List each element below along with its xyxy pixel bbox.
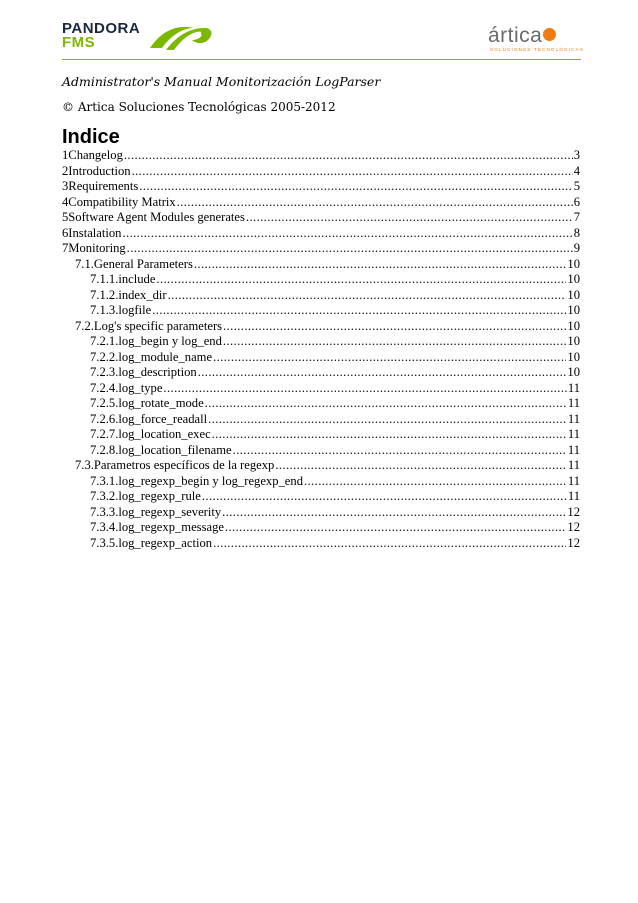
toc-dot-leader xyxy=(205,396,567,412)
toc-page-number[interactable]: 11 xyxy=(567,458,580,472)
toc-dot-leader xyxy=(222,505,566,521)
toc-entry-title[interactable]: 6Instalation xyxy=(62,225,122,240)
toc-entry[interactable] xyxy=(62,334,580,350)
toc-dot-leader xyxy=(212,427,567,443)
toc-page-number[interactable]: 6 xyxy=(573,194,580,209)
toc-entry[interactable] xyxy=(62,520,580,536)
toc-dot-leader xyxy=(156,272,566,288)
toc-page-number[interactable]: 9 xyxy=(573,241,580,255)
toc-entry[interactable] xyxy=(62,148,580,164)
toc-dot-leader xyxy=(213,536,566,552)
toc-dot-leader xyxy=(202,489,567,505)
pandora-logo-text: PANDORA xyxy=(62,20,141,37)
toc-entry-title[interactable]: 7.2.Log's specific parameters xyxy=(75,318,223,333)
toc-dot-leader xyxy=(194,257,567,273)
toc-entry-title[interactable]: 7.1.2.index_dir xyxy=(90,287,167,302)
toc-entry[interactable] xyxy=(62,381,580,397)
toc-entry[interactable] xyxy=(62,350,580,366)
header-divider xyxy=(62,59,581,60)
toc-entry-title[interactable]: 7.2.4.log_type xyxy=(90,380,163,395)
toc-page-number[interactable]: 10 xyxy=(567,365,580,379)
toc-entry-title[interactable]: 7.2.5.log_rotate_mode xyxy=(90,396,204,410)
toc-dot-leader xyxy=(225,520,566,536)
toc-dot-leader xyxy=(163,381,566,397)
toc-dot-leader xyxy=(223,319,566,335)
artica-dot-icon xyxy=(543,28,556,41)
toc-page-number[interactable]: 10 xyxy=(567,287,580,302)
toc-entry-title[interactable]: 7.1.General Parameters xyxy=(75,256,193,271)
toc-entry[interactable] xyxy=(62,241,580,257)
toc-entry-title[interactable]: 7.3.Parametros específicos de la regexp xyxy=(75,458,275,472)
toc-dot-leader xyxy=(152,303,566,319)
toc-entry-title[interactable]: 3Requirements xyxy=(62,179,139,193)
toc-entry[interactable] xyxy=(62,226,580,242)
fms-logo-text: FMS xyxy=(62,34,96,51)
toc-page-number[interactable]: 11 xyxy=(567,427,580,441)
toc-entry[interactable] xyxy=(62,210,580,226)
toc-page-number[interactable]: 7 xyxy=(573,210,580,224)
toc-entry[interactable] xyxy=(62,319,580,335)
toc-entry[interactable] xyxy=(62,179,580,195)
toc-page-number[interactable]: 11 xyxy=(567,473,580,488)
toc-entry-title[interactable]: 7.2.8.log_location_filename xyxy=(90,442,232,457)
toc-entry[interactable] xyxy=(62,195,580,211)
toc-page-number[interactable]: 11 xyxy=(567,489,580,503)
toc-entry[interactable] xyxy=(62,458,580,474)
toc-dot-leader xyxy=(208,412,567,428)
page-header xyxy=(0,0,638,60)
copyright-notice: © Artica Soluciones Tecnológicas 2005-2012 xyxy=(62,100,336,114)
toc-entry-title[interactable]: 7.3.3.log_regexp_severity xyxy=(90,504,222,519)
pandora-fms-logo xyxy=(62,22,212,56)
table-of-contents xyxy=(62,148,580,551)
toc-dot-leader xyxy=(246,210,573,226)
toc-entry[interactable] xyxy=(62,396,580,412)
toc-entry[interactable] xyxy=(62,257,580,273)
toc-page-number[interactable]: 10 xyxy=(567,349,580,364)
toc-entry-title[interactable]: 7.3.1.log_regexp_begin y log_regexp_end xyxy=(90,473,303,488)
toc-dot-leader xyxy=(198,365,567,381)
toc-entry[interactable] xyxy=(62,489,580,505)
toc-entry[interactable] xyxy=(62,303,580,319)
toc-entry-title[interactable]: 7.2.3.log_description xyxy=(90,365,197,379)
toc-page-number[interactable]: 10 xyxy=(567,256,580,271)
toc-entry-title[interactable]: 4Compatibility Matrix xyxy=(62,194,176,209)
index-heading: Indice xyxy=(62,126,120,148)
toc-page-number[interactable]: 12 xyxy=(567,535,580,550)
toc-entry[interactable] xyxy=(62,288,580,304)
artica-logo xyxy=(488,24,588,54)
toc-entry-title[interactable]: 7Monitoring xyxy=(62,241,126,255)
toc-entry[interactable] xyxy=(62,474,580,490)
toc-page-number[interactable]: 12 xyxy=(567,520,580,534)
toc-entry[interactable] xyxy=(62,427,580,443)
toc-page-number[interactable]: 10 xyxy=(567,303,580,317)
toc-entry-title[interactable]: 7.1.1.include xyxy=(90,272,156,286)
toc-dot-leader xyxy=(275,458,567,474)
artica-logo-text: ártica xyxy=(488,24,543,47)
toc-entry-title[interactable]: 7.2.7.log_location_exec xyxy=(90,427,211,441)
toc-entry[interactable] xyxy=(62,536,580,552)
toc-entry-title[interactable]: 7.1.3.logfile xyxy=(90,303,152,317)
toc-entry-title[interactable]: 7.3.5.log_regexp_action xyxy=(90,535,213,550)
toc-dot-leader xyxy=(168,288,567,304)
toc-entry-title[interactable]: 2Introduction xyxy=(62,163,131,178)
toc-entry-title[interactable]: 7.2.1.log_begin y log_end xyxy=(90,334,222,348)
toc-entry-title[interactable]: 7.3.4.log_regexp_message xyxy=(90,520,224,534)
toc-entry[interactable] xyxy=(62,412,580,428)
toc-entry-title[interactable]: 1Changelog xyxy=(62,148,123,162)
toc-page-number[interactable]: 10 xyxy=(567,318,580,333)
toc-entry-title[interactable]: 7.2.2.log_module_name xyxy=(90,349,213,364)
toc-dot-leader xyxy=(223,334,567,350)
toc-page-number[interactable]: 5 xyxy=(573,179,580,193)
toc-page-number[interactable]: 11 xyxy=(567,442,580,457)
toc-page-number[interactable]: 11 xyxy=(567,411,580,426)
toc-dot-leader xyxy=(132,164,573,180)
toc-page-number[interactable]: 4 xyxy=(573,163,580,178)
toc-entry[interactable] xyxy=(62,272,580,288)
toc-dot-leader xyxy=(127,241,573,257)
toc-page-number[interactable]: 11 xyxy=(567,380,580,395)
pandora-swoosh-icon xyxy=(148,22,214,52)
toc-entry-title[interactable]: 5Software Agent Modules generates xyxy=(62,210,245,224)
toc-dot-leader xyxy=(213,350,566,366)
toc-page-number[interactable]: 10 xyxy=(567,272,580,286)
document-title: Administrator's Manual Monitorización LogParser xyxy=(62,74,381,89)
toc-entry-title[interactable]: 7.3.2.log_regexp_rule xyxy=(90,489,201,503)
toc-dot-leader xyxy=(122,226,572,242)
toc-dot-leader xyxy=(139,179,572,195)
toc-entry[interactable] xyxy=(62,505,580,521)
toc-entry[interactable] xyxy=(62,164,580,180)
artica-tagline: SOLUCIONES TECNOLÓGICAS xyxy=(490,47,585,52)
toc-dot-leader xyxy=(233,443,567,459)
toc-page-number[interactable]: 8 xyxy=(573,225,580,240)
toc-dot-leader xyxy=(177,195,573,211)
toc-entry[interactable] xyxy=(62,443,580,459)
toc-dot-leader xyxy=(304,474,567,490)
toc-page-number[interactable]: 11 xyxy=(567,396,580,410)
toc-entry-title[interactable]: 7.2.6.log_force_readall xyxy=(90,411,208,426)
toc-page-number[interactable]: 3 xyxy=(573,148,580,162)
toc-page-number[interactable]: 12 xyxy=(567,504,580,519)
toc-entry[interactable] xyxy=(62,365,580,381)
toc-dot-leader xyxy=(124,148,573,164)
toc-page-number[interactable]: 10 xyxy=(567,334,580,348)
